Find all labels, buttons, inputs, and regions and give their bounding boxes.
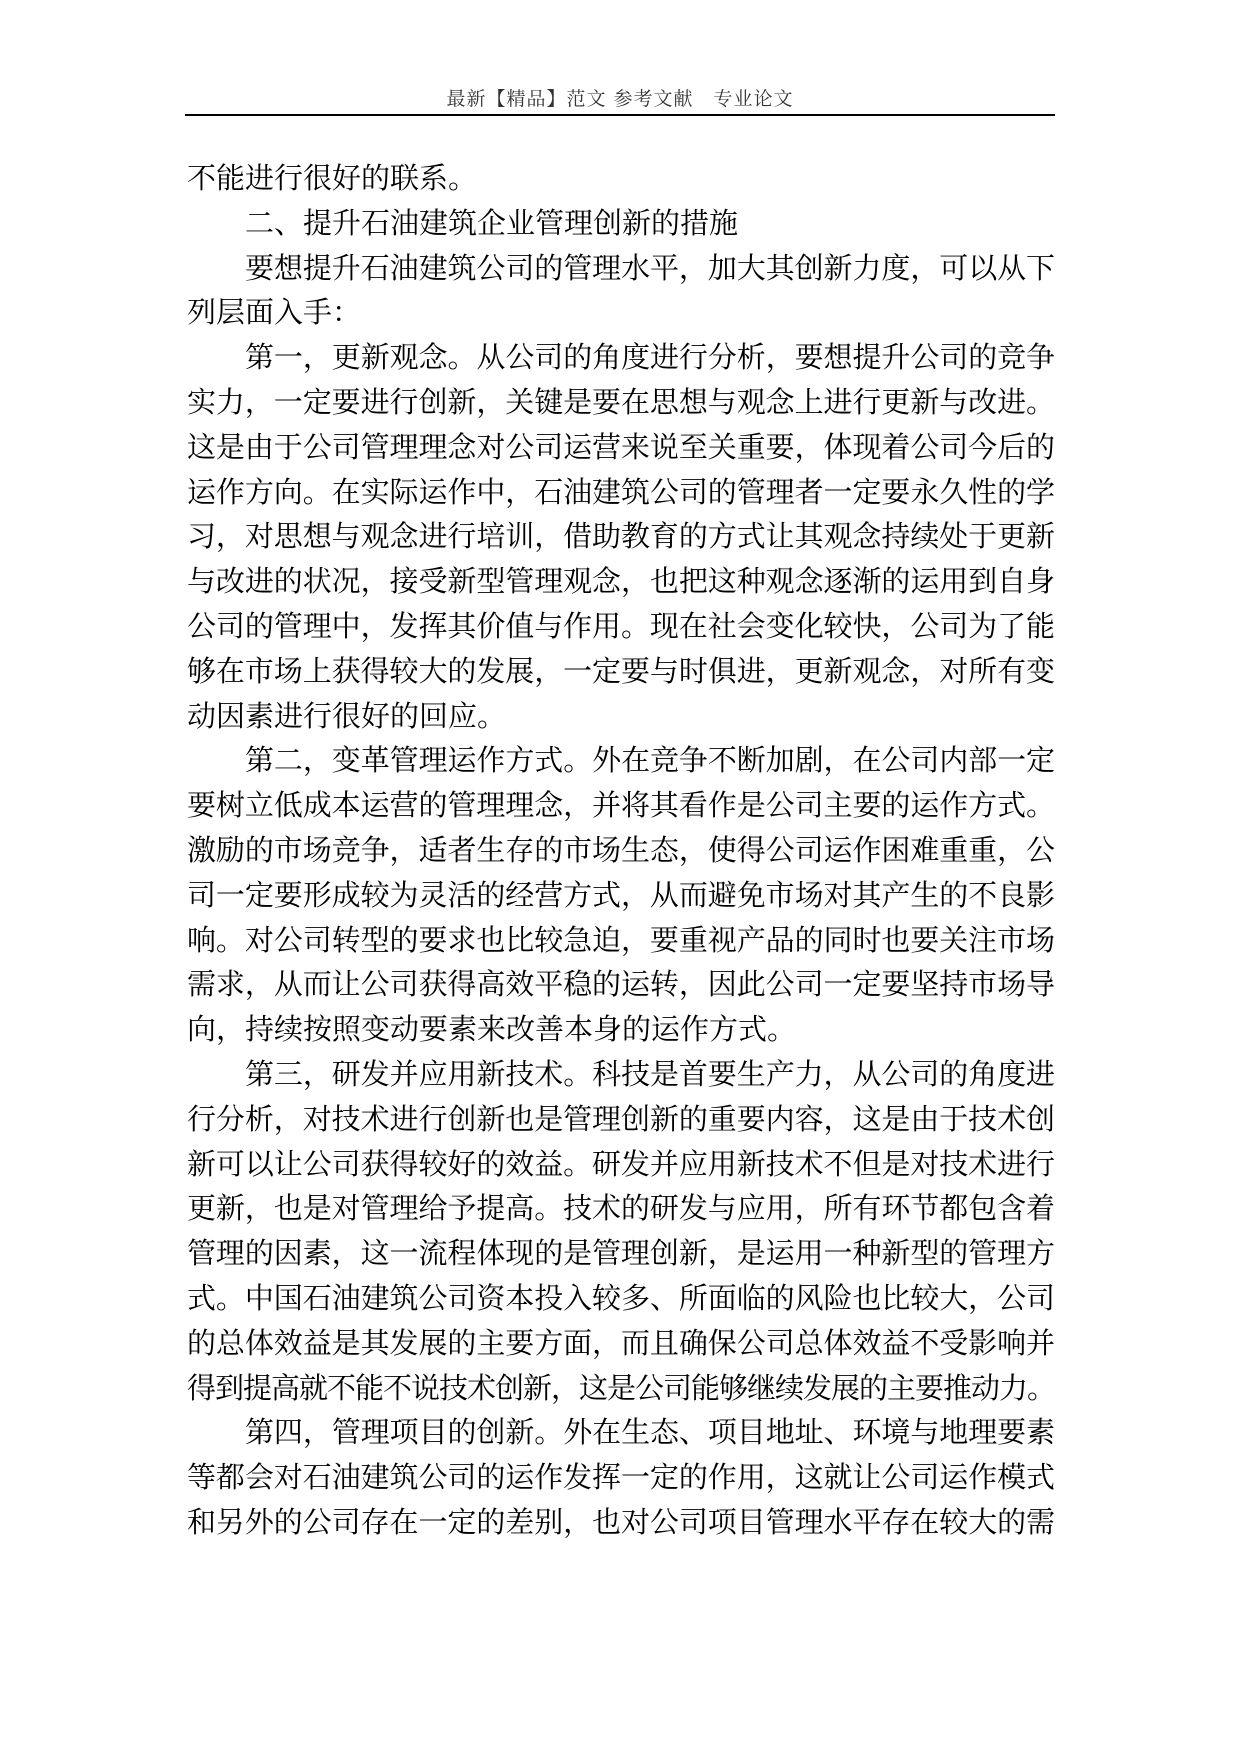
- text-line: 和另外的公司存在一定的差别，也对公司项目管理水平存在较大的需: [187, 1504, 1055, 1539]
- text-line: 习，对思想与观念进行培训，借助教育的方式让其观念持续处于更新: [187, 519, 1055, 554]
- text-line: 实力，一定要进行创新，关键是要在思想与观念上进行更新与改进。: [187, 384, 1055, 419]
- text-line: 公司的管理中，发挥其价值与作用。现在社会变化较快，公司为了能: [187, 608, 1055, 643]
- text-line: 等都会对石油建筑公司的运作发挥一定的作用，这就让公司运作模式: [187, 1460, 1055, 1495]
- text-line: 第四，管理项目的创新。外在生态、项目地址、环境与地理要素: [245, 1415, 1055, 1450]
- text-line: 要想提升石油建筑公司的管理水平，加大其创新力度，可以从下: [245, 250, 1055, 285]
- text-line: 需求，从而让公司获得高效平稳的运转，因此公司一定要坚持市场导: [187, 967, 1055, 1002]
- text-line: 得到提高就不能不说技术创新，这是公司能够继续发展的主要推动力。: [187, 1370, 1055, 1405]
- text-line: 第三，研发并应用新技术。科技是首要生产力，从公司的角度进: [245, 1056, 1055, 1091]
- document-body: [187, 156, 1055, 1545]
- text-line: 响。对公司转型的要求也比较急迫，要重视产品的同时也要关注市场: [187, 922, 1055, 957]
- text-line: 的总体效益是其发展的主要方面，而且确保公司总体效益不受影响并: [187, 1325, 1055, 1360]
- text-line: 与改进的状况，接受新型管理观念，也把这种观念逐渐的运用到自身: [187, 564, 1055, 599]
- text-line: 够在市场上获得较大的发展，一定要与时俱进，更新观念，对所有变: [187, 653, 1055, 688]
- text-line: 这是由于公司管理理念对公司运营来说至关重要，体现着公司今后的: [187, 429, 1055, 464]
- text-line: 动因素进行很好的回应。: [187, 698, 507, 733]
- text-line: 要树立低成本运营的管理理念，并将其看作是公司主要的运作方式。: [187, 788, 1055, 823]
- text-line: 向，持续按照变动要素来改善本身的运作方式。: [187, 1012, 797, 1047]
- text-line: 新可以让公司获得较好的效益。研发并应用新技术不但是对技术进行: [187, 1146, 1055, 1181]
- text-line: 激励的市场竞争，适者生存的市场生态，使得公司运作困难重重，公: [187, 832, 1055, 867]
- text-line: 更新，也是对管理给予提高。技术的研发与应用，所有环节都包含着: [187, 1191, 1055, 1226]
- text-line: 二、提升石油建筑企业管理创新的措施: [245, 205, 739, 240]
- text-line: 式。中国石油建筑公司资本投入较多、所面临的风险也比较大，公司: [187, 1280, 1055, 1315]
- text-line: 第二，变革管理运作方式。外在竞争不断加剧，在公司内部一定: [245, 743, 1055, 778]
- text-line: 行分析，对技术进行创新也是管理创新的重要内容，这是由于技术创: [187, 1101, 1055, 1136]
- header-divider: [185, 114, 1055, 116]
- text-line: 管理的因素，这一流程体现的是管理创新，是运用一种新型的管理方: [187, 1236, 1055, 1271]
- text-line: 运作方向。在实际运作中，石油建筑公司的管理者一定要永久性的学: [187, 474, 1055, 509]
- text-line: 司一定要形成较为灵活的经营方式，从而避免市场对其产生的不良影: [187, 877, 1055, 912]
- text-line: 列层面入手：: [187, 295, 362, 330]
- text-line: 不能进行很好的联系。: [187, 161, 478, 195]
- page-header: 最新【精品】范文 参考文献 专业论文: [446, 88, 794, 110]
- text-line: 第一，更新观念。从公司的角度进行分析，要想提升公司的竞争: [245, 340, 1055, 375]
